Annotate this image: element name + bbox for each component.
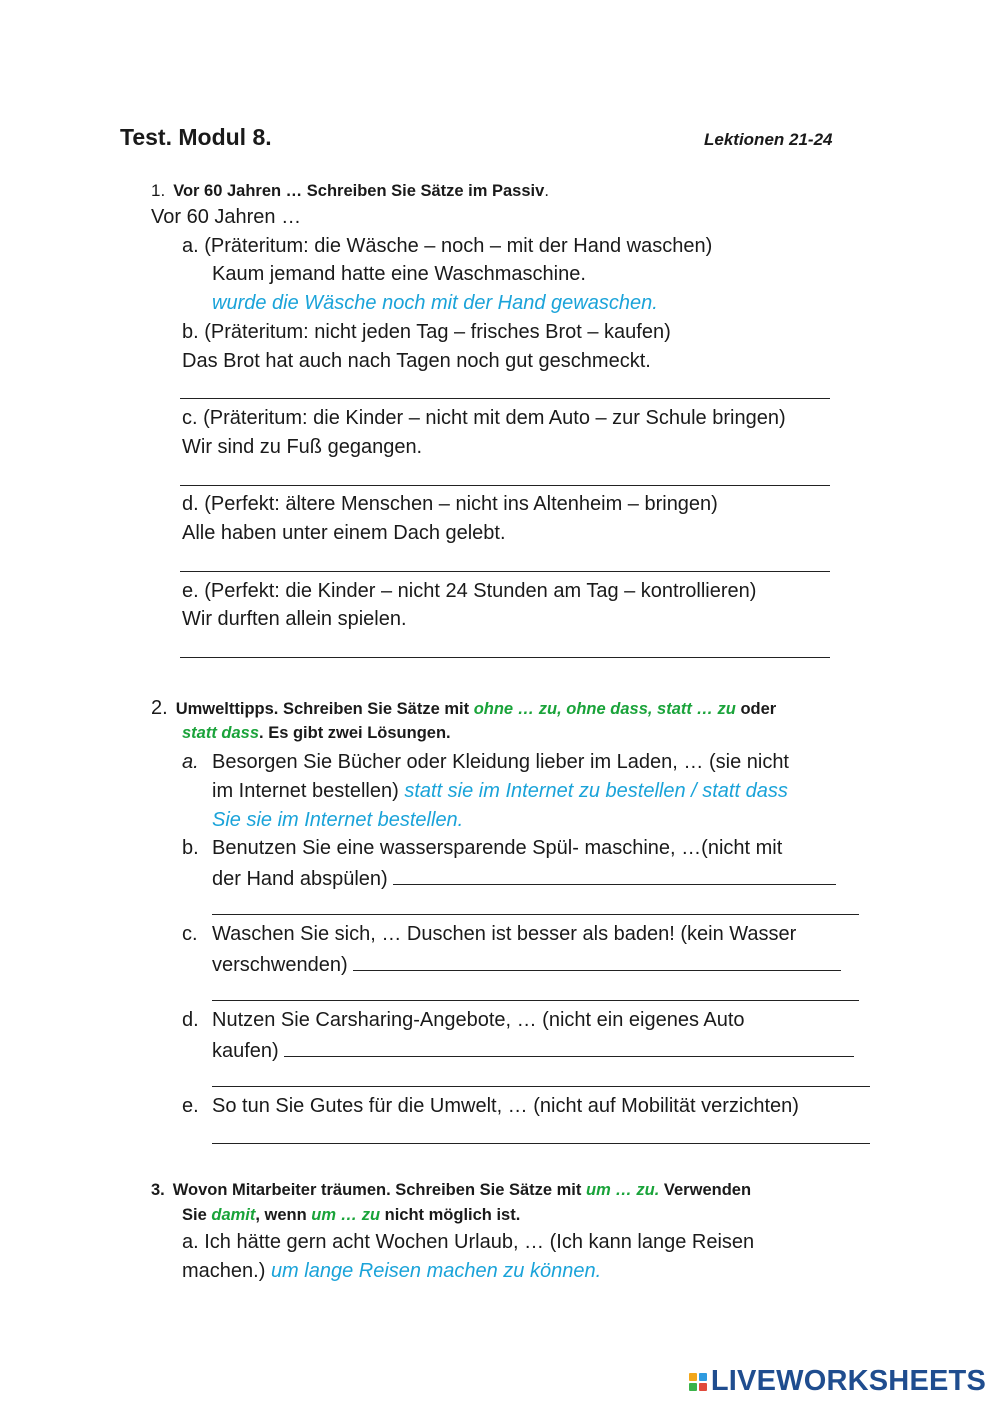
task2-number: 2. (151, 697, 168, 719)
liveworksheets-logo[interactable] (689, 1365, 986, 1398)
task1-c-cue: c. (Präteritum: die Kinder – nicht mit dem Auto – zur Schule bringen) (182, 407, 786, 429)
task1-b-context: Das Brot hat auch nach Tagen noch gut geschmeckt. (182, 350, 651, 372)
task2-b-answer-line[interactable] (393, 866, 836, 885)
page-title: Test. Modul 8. (120, 124, 272, 150)
task1-a-cue: a. (Präteritum: die Wäsche – noch – mit der Hand waschen) (182, 235, 713, 257)
task1-number: 1. (151, 181, 166, 200)
task1-c-answer-line[interactable] (180, 485, 830, 486)
task2-d-line2: kaufen) (212, 1038, 854, 1063)
task2-a-answer2[interactable]: Sie sie im Internet bestellen. (212, 809, 464, 831)
task1-a-answer[interactable]: wurde die Wäsche noch mit der Hand gewaschen. (212, 292, 658, 314)
task1-b-answer-line[interactable] (180, 398, 830, 399)
task3-instruction-line2: Sie damit, wenn um … zu nicht möglich ist. (182, 1206, 521, 1224)
task3-a-line2: machen.) um lange Reisen machen zu können. (182, 1260, 602, 1282)
task2-a-line2: im Internet bestellen) statt sie im Internet zu bestellen / statt dass (212, 780, 788, 802)
task2-c-label: c. (182, 923, 198, 945)
task1-d-cue: d. (Perfekt: ältere Menschen – nicht ins Altenheim – bringen) (182, 493, 718, 515)
task2-c-answer-line[interactable] (353, 952, 841, 971)
task2-c-line1: Waschen Sie sich, … Duschen ist besser als baden! (kein Wasser (212, 923, 797, 945)
task1-a-context: Kaum jemand hatte eine Waschmaschine. (212, 263, 586, 285)
task2-b-line1: Benutzen Sie eine wassersparende Spül- maschine, …(nicht mit (212, 837, 783, 859)
task1-instruction: 1. Vor 60 Jahren … Schreiben Sie Sätze im Passiv. (151, 181, 549, 200)
task2-b-label: b. (182, 837, 199, 859)
task2-e-label: e. (182, 1095, 199, 1117)
task2-d-answer-line2[interactable] (212, 1086, 870, 1087)
task1-intro: Vor 60 Jahren … (151, 206, 302, 228)
task2-d-label: d. (182, 1009, 199, 1031)
task3-a-line1: a. Ich hätte gern acht Wochen Urlaub, … (Ich kann lange Reisen (182, 1231, 755, 1253)
task2-b-line2: der Hand abspülen) (212, 866, 836, 891)
task2-a-label: a. (182, 751, 199, 773)
task3-a-answer[interactable]: um lange Reisen machen zu können. (270, 1260, 602, 1282)
task1-b-cue: b. (Präteritum: nicht jeden Tag – frisches Brot – kaufen) (182, 321, 671, 343)
task2-e-line1: So tun Sie Gutes für die Umwelt, … (nicht auf Mobilität verzichten) (212, 1095, 799, 1117)
logo-text: LIVEWORKSHEETS (710, 1365, 986, 1397)
task1-c-context: Wir sind zu Fuß gegangen. (182, 436, 423, 458)
task2-a-answer1[interactable]: statt sie im Internet zu bestellen / statt dass (404, 780, 788, 802)
task2-e-answer-line[interactable] (212, 1143, 870, 1144)
task3-number: 3. (151, 1181, 165, 1199)
task2-a-line1: Besorgen Sie Bücher oder Kleidung lieber im Laden, … (sie nicht (212, 751, 789, 773)
task2-instruction-line1: 2. Umwelttipps. Schreiben Sie Sätze mit ohne … zu, ohne dass, statt … zu oder (151, 697, 777, 719)
task1-e-context: Wir durften allein spielen. (182, 608, 407, 630)
task2-c-line2: verschwenden) (212, 952, 841, 977)
logo-grid-icon (689, 1373, 707, 1391)
lektionen-label: Lektionen 21-24 (704, 130, 833, 149)
task1-e-cue: e. (Perfekt: die Kinder – nicht 24 Stunden am Tag – kontrollieren) (182, 580, 757, 602)
task1-d-answer-line[interactable] (180, 571, 830, 572)
task2-c-answer-line2[interactable] (212, 1000, 859, 1001)
task2-b-answer-line2[interactable] (212, 914, 859, 915)
task2-d-answer-line[interactable] (284, 1038, 854, 1057)
task2-instruction-line2: statt dass. Es gibt zwei Lösungen. (182, 724, 451, 742)
task1-e-answer-line[interactable] (180, 657, 830, 658)
task2-d-line1: Nutzen Sie Carsharing-Angebote, … (nicht ein eigenes Auto (212, 1009, 745, 1031)
task1-d-context: Alle haben unter einem Dach gelebt. (182, 522, 506, 544)
task3-instruction-line1: 3. Wovon Mitarbeiter träumen. Schreiben Sie Sätze mit um … zu. Verwenden (151, 1181, 752, 1199)
